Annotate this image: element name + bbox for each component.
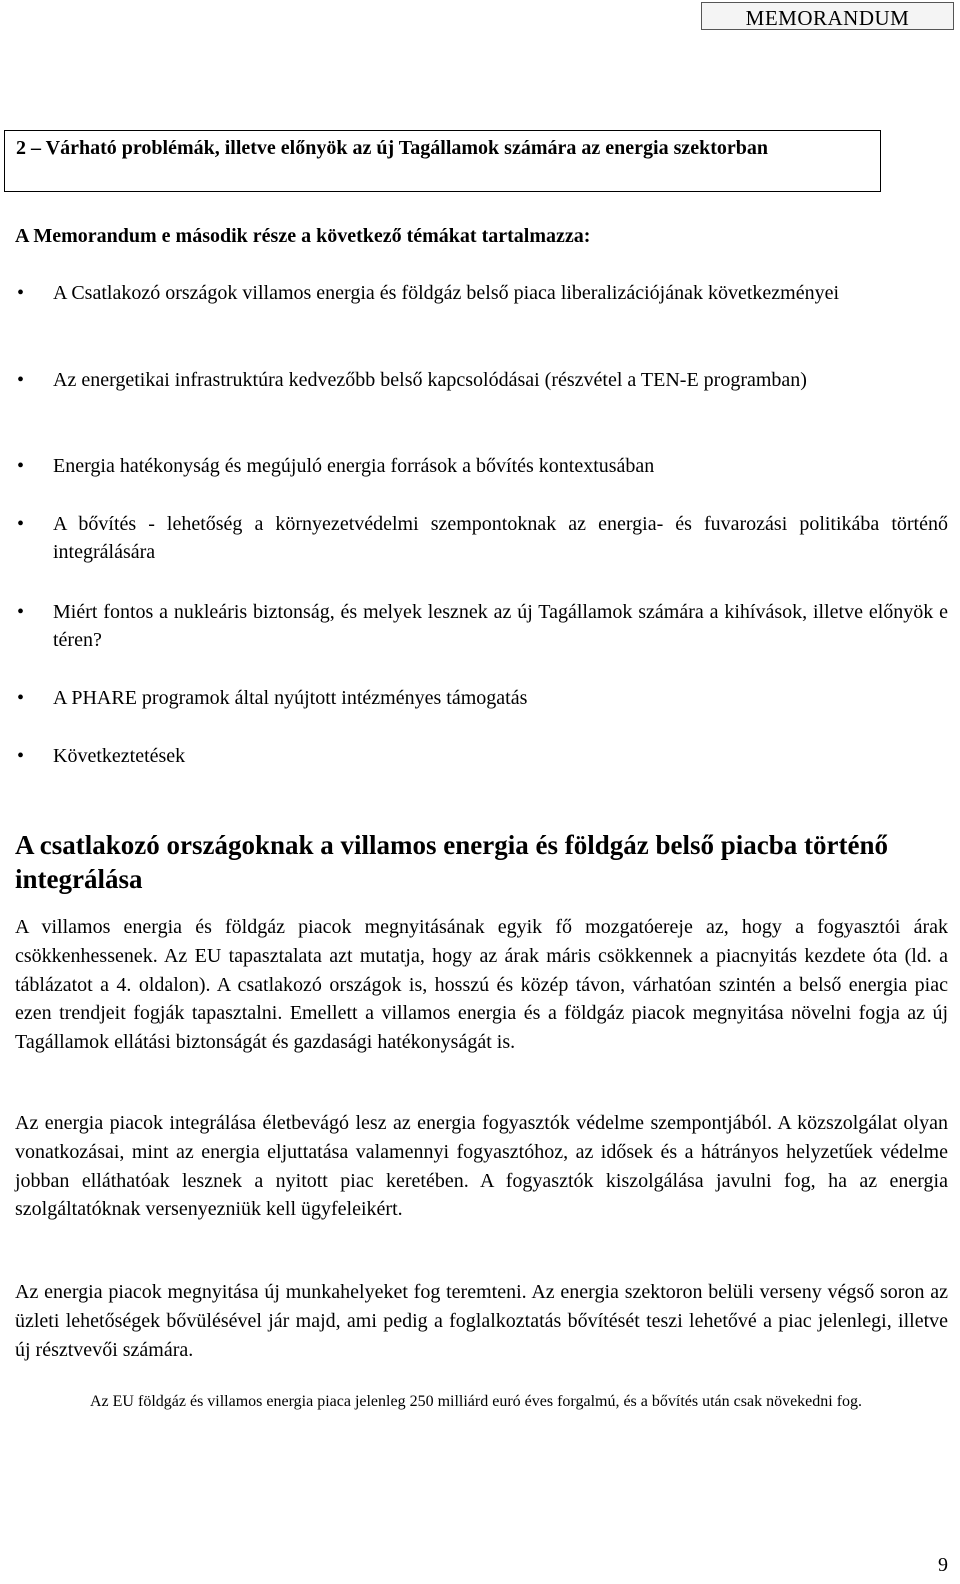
intro-text: A Memorandum e második része a következő témákat tartalmazza: xyxy=(15,225,591,247)
list-item-text: Energia hatékonyság és megújuló energia források a bővítés kontextusában xyxy=(53,455,655,477)
list-item xyxy=(0,598,948,656)
list-item-text: A bővítés - lehetőség a környezetvédelmi szempontoknak az energia- és fuvarozási politikába történő integrálására xyxy=(53,513,948,563)
paragraph-consumers: Az energia piacok integrálása életbevágó lesz az energia fogyasztók védelme szempontjából. A közszolgálat olyan vonatkozásai, mint az energia eljuttatása valamennyi fogyasztóhoz, az idősek és a hátrányos helyzetűek védelme jobban elláthatóak lesznek a nyitott piac keretében. A fogyasztók kiszolgálása javulni fog, ha az energia szolgáltatóknak versenyezniük kell ügyfeleikért. xyxy=(15,1112,948,1221)
bullet-icon: • xyxy=(17,455,25,477)
list-item xyxy=(0,510,948,568)
bullet-icon: • xyxy=(17,513,25,535)
list-item xyxy=(0,366,948,424)
bullet-icon: • xyxy=(17,369,25,391)
bullet-icon: • xyxy=(17,745,25,767)
memorandum-label: MEMORANDUM xyxy=(701,2,954,30)
topic-list xyxy=(0,279,948,770)
list-item-text: Az energetikai infrastruktúra kedvezőbb belső kapcsolódásai (részvétel a TEN-E programban) xyxy=(53,369,807,391)
paragraph-jobs: Az energia piacok megnyitása új munkahelyeket fog teremteni. Az energia szektoron belüli verseny végső soron az üzleti lehetőségek bővülésével jár majd, ami pedig a foglalkoztatás bővítését teszi lehetővé a piac jelenlegi, illetve új résztvevői számára. xyxy=(15,1281,948,1361)
list-item xyxy=(0,452,948,480)
list-item xyxy=(0,279,948,337)
section-heading: A csatlakozó országoknak a villamos energia és földgáz belső piacba történő integrálása xyxy=(15,830,888,894)
list-item-text: A Csatlakozó országok villamos energia és földgáz belső piaca liberalizációjának következményei xyxy=(53,282,840,304)
list-item xyxy=(0,684,948,712)
list-item-text: Következtetések xyxy=(53,745,186,767)
page-number: 9 xyxy=(938,1554,948,1576)
list-item-text: A PHARE programok által nyújtott intézményes támogatás xyxy=(53,687,528,709)
note-text: Az EU földgáz és villamos energia piaca jelenleg 250 milliárd euró éves forgalmú, és a bővítés után csak növekedni fog. xyxy=(90,1393,863,1410)
list-item-text: Miért fontos a nukleáris biztonság, és melyek lesznek az új Tagállamok számára a kihívások, illetve előnyök e téren? xyxy=(53,601,948,651)
bullet-icon: • xyxy=(17,601,25,623)
paragraph-prices: A villamos energia és földgáz piacok megnyitásának egyik fő mozgatóereje az, hogy a fogyasztói árak csökkenhessenek. Az EU tapasztalata azt mutatja, hogy az árak máris csökkennek a piacnyitás kezdete óta (ld. a táblázatot a 4. oldalon). A csatlakozó országok is, hosszú és közép távon, várhatóan szintén a belső energia piac ezen trendjeit fogják tapasztalni. Emellett a villamos energia és a földgáz piacok megnyitása növelni fogja az új Tagállamok ellátási biztonságát és gazdasági hatékonyságát is. xyxy=(15,916,948,1054)
bullet-icon: • xyxy=(17,687,25,709)
section-title: 2 – Várható problémák, illetve előnyök az új Tagállamok számára az energia szektorban xyxy=(4,130,881,192)
bullet-icon: • xyxy=(17,282,25,304)
list-item xyxy=(0,742,948,770)
